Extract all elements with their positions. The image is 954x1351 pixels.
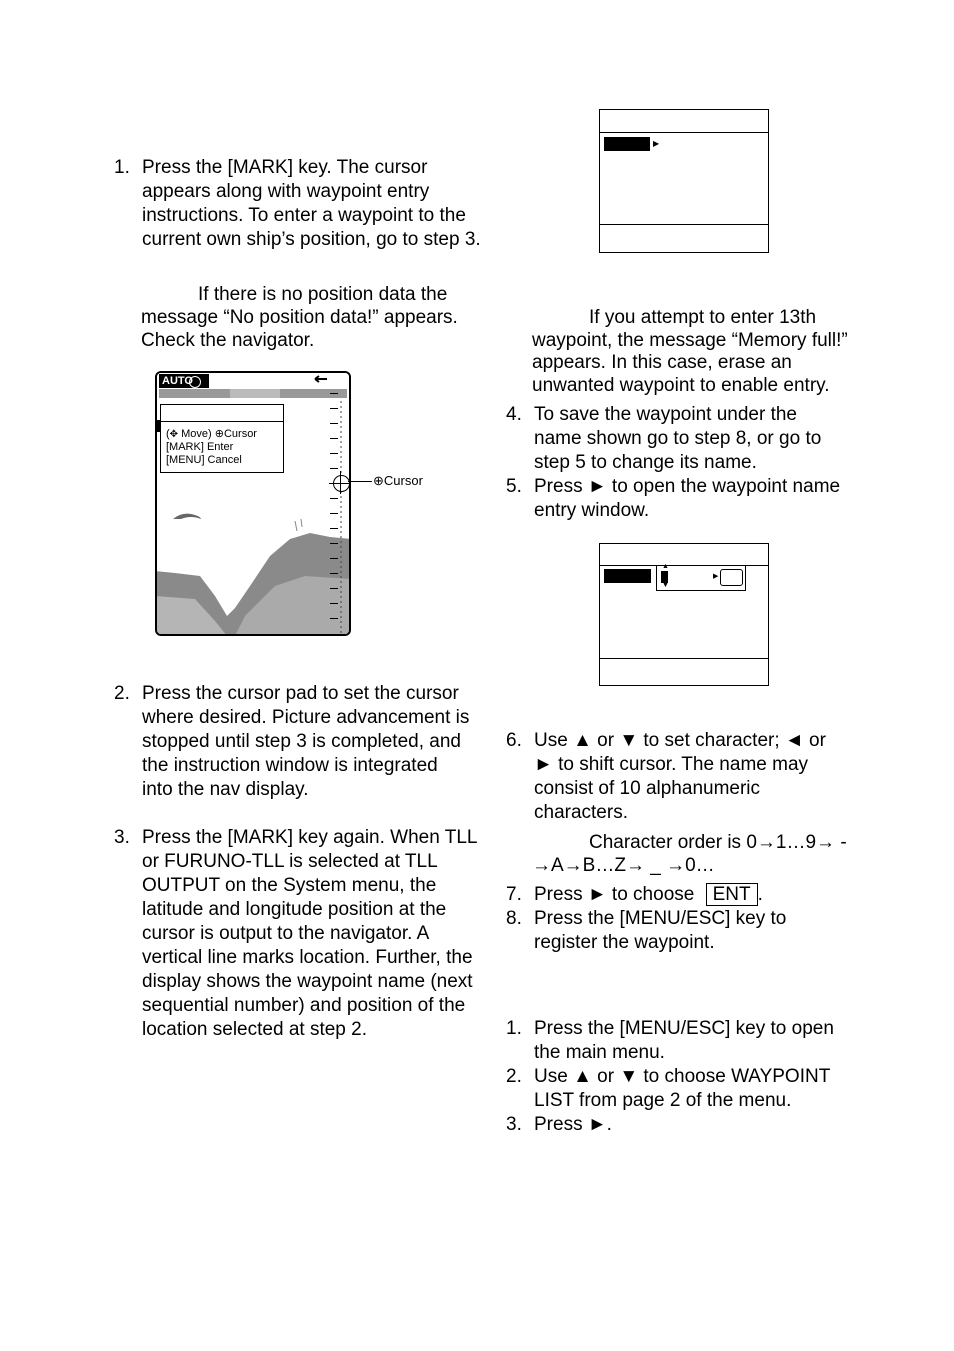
up-arrow-icon: ▲ <box>662 563 669 570</box>
step-text: Press the [MARK] key. The cursor appears along with waypoint entry instructions. To enter a waypoint to the current own ship’s position, go to step 3. <box>142 157 481 250</box>
range-tick <box>330 528 338 529</box>
crosshair-icon: ⊕ <box>373 473 384 488</box>
name-entry-footer <box>600 658 768 659</box>
left-marker <box>156 420 160 432</box>
ent-key-icon[interactable] <box>720 569 743 586</box>
range-tick <box>330 468 338 469</box>
step-number: 4. <box>506 404 522 425</box>
step-number: 3. <box>506 1114 522 1135</box>
step-number: 6. <box>506 730 522 751</box>
step-text: Press the [MARK] key again. When TLL or FURUNO-TLL is selected at TLL OUTPUT on the System menu, the latitude and longitude position at the cursor is output to the navigator. A vertical line marks location. Further, the display shows the waypoint name (next sequential number) and position of the location selected at step 2. <box>142 827 477 1040</box>
waypoint-window-header <box>600 110 768 133</box>
note-no-position: If there is no position data the message “No position data!” appears. Check the navigator. <box>141 284 458 351</box>
auto-badge <box>159 374 209 388</box>
instruction-header <box>161 405 283 422</box>
waypoint-window-footer <box>600 224 768 225</box>
instruction-move-line: (✥ Move) ⊕Cursor <box>166 428 257 440</box>
down-arrow-icon: ▼ <box>662 582 669 589</box>
step-number: 2. <box>506 1066 522 1087</box>
step-number: 1. <box>114 157 130 178</box>
step-number: 8. <box>506 908 522 929</box>
step-text: To save the waypoint under the name shown go to step 8, or go to step 5 to change its name. <box>534 404 822 473</box>
range-tick <box>330 618 338 619</box>
auto-badge-icon <box>189 376 201 388</box>
range-tick <box>330 453 338 454</box>
cursor-callout <box>373 473 423 489</box>
name-entry-field[interactable] <box>656 565 746 591</box>
instruction-enter: [MARK] Enter <box>166 441 234 453</box>
range-tick <box>330 438 338 439</box>
instruction-body <box>161 422 283 467</box>
waypoint-arrow-icon: ▶ <box>653 139 660 148</box>
instruction-cancel: [MENU] Cancel <box>166 454 242 466</box>
step7-text-after: . <box>757 884 763 905</box>
step-number: 7. <box>506 884 522 905</box>
instruction-window <box>160 404 284 473</box>
range-tick <box>330 423 338 424</box>
step-text: Press ►. <box>534 1114 612 1135</box>
cursor-callout-label: Cursor <box>383 473 423 488</box>
waypoint-name-highlight <box>604 137 650 151</box>
step-number: 3. <box>114 827 130 848</box>
cursor-pad-icon: ✥ <box>169 429 179 440</box>
step-text: Press the [MENU/ESC] key to register the waypoint. <box>534 908 787 953</box>
instruction-move: Move) <box>181 428 212 440</box>
range-tick <box>330 543 338 544</box>
note-character-order: Character order is 0→1…9→ - →A→B…Z→ _ →0… <box>532 832 847 876</box>
instruction-cursor: Cursor <box>223 428 257 440</box>
step-text: Press the cursor pad to set the cursor where desired. Picture advancement is stopped until step 3 is completed, and the instruction window is integrated into the nav display. <box>142 683 470 800</box>
waypoint-display-window <box>599 109 769 253</box>
step-text: Press ► to open the waypoint name entry window. <box>534 476 841 521</box>
range-tick <box>330 513 338 514</box>
right-arrow-icon: ▶ <box>713 573 719 580</box>
step-text <box>534 883 864 907</box>
range-tick <box>330 603 338 604</box>
crosshair-icon: ⊕ <box>214 428 224 440</box>
step-number: 2. <box>114 683 130 704</box>
waypoint-name-entry-window <box>599 543 769 686</box>
name-entry-highlight <box>604 569 651 583</box>
range-tick <box>330 588 338 589</box>
auto-label: AUTO <box>162 375 193 387</box>
step-number: 1. <box>506 1018 522 1039</box>
step-text: Use ▲ or ▼ to choose WAYPOINT LIST from page 2 of the menu. <box>534 1066 830 1111</box>
range-tick <box>330 498 338 499</box>
range-tick <box>330 408 338 409</box>
name-entry-header <box>600 544 768 566</box>
range-tick <box>330 573 338 574</box>
range-tick <box>330 558 338 559</box>
ent-key-label: ENT <box>706 883 758 906</box>
note-memory-full: If you attempt to enter 13th waypoint, the message “Memory full!” appears. In this case, erase an unwanted waypoint to enable entry. <box>532 307 848 396</box>
crosshair-v <box>340 471 341 494</box>
range-tick <box>330 393 338 394</box>
step-text: Press the [MENU/ESC] key to open the main menu. <box>534 1018 834 1063</box>
step-text: Use ▲ or ▼ to set character; ◄ or ► to shift cursor. The name may consist of 10 alphanumeric characters. <box>534 730 826 823</box>
step7-text-before: Press ► to choose <box>534 884 695 905</box>
step-number: 5. <box>506 476 522 497</box>
cursor-callout-line <box>348 481 372 482</box>
